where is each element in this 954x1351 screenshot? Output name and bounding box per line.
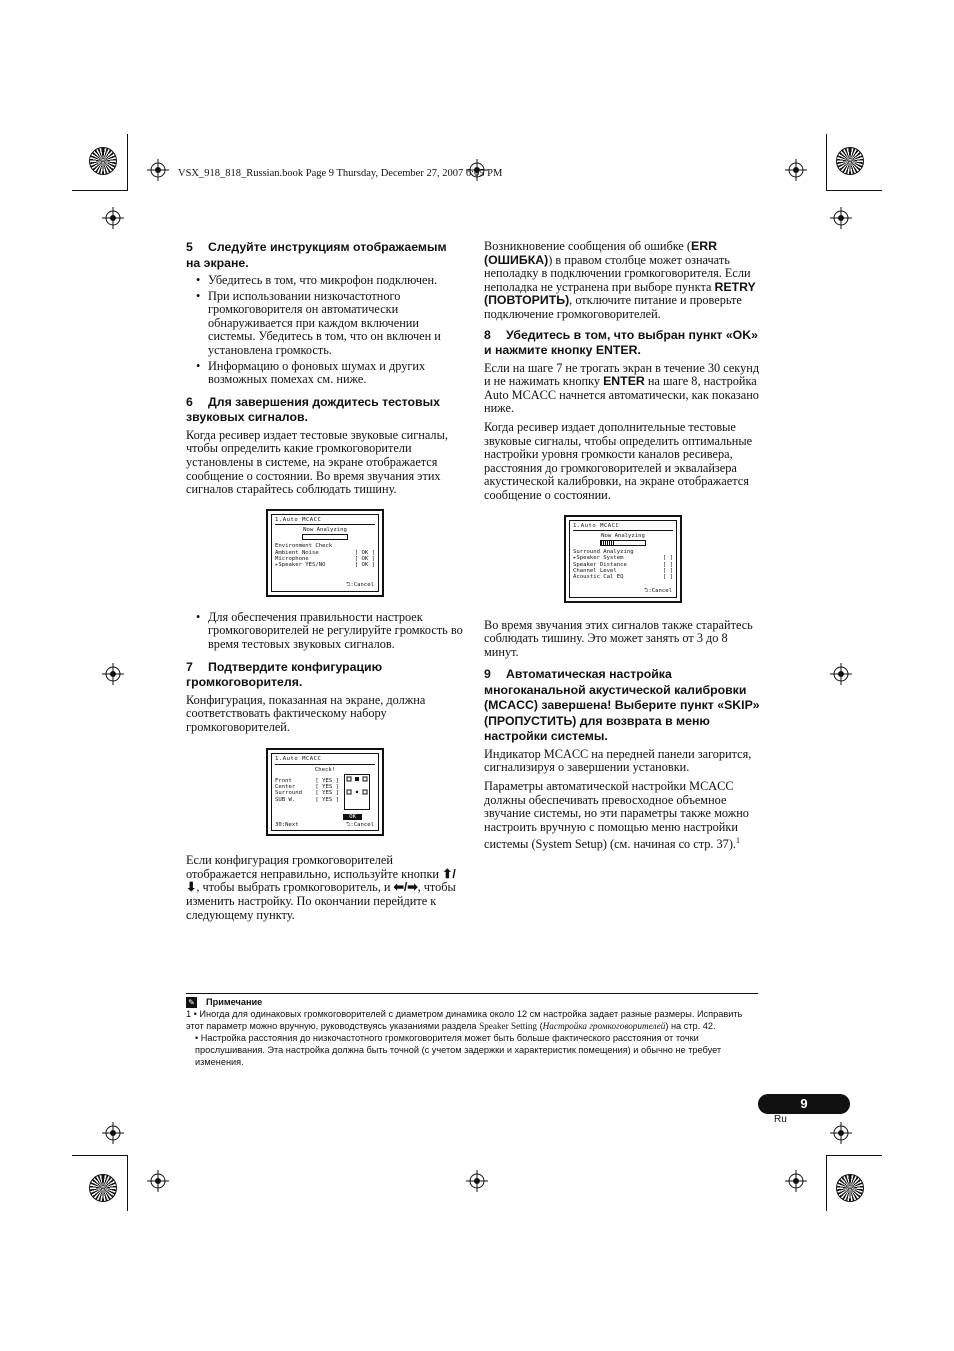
note-icon: ✎ [186, 997, 197, 1008]
osd-subtitle: Now Analyzing [303, 527, 347, 534]
list-item: • Для обеспечения правильности настроек громкоговорителей не регулируйте громкость во время тестовых звуковых сигналов. [186, 611, 464, 652]
osd-title: 1.Auto MCACC [573, 523, 673, 531]
duration-paragraph: Во время звучания этих сигналов также старайтесь соблюдать тишину. Это может занять от 3 до 8 минут. [484, 617, 753, 659]
osd-screen-surround-analyzing [564, 515, 682, 603]
osd-subtitle: Now Analyzing [601, 532, 645, 539]
osd-row: Ambient Noise [ OK ] [275, 549, 375, 556]
list-item: • Убедитесь в том, что микрофон подключен. [186, 274, 464, 288]
osd-cancel: ⮌:Cancel [345, 582, 374, 589]
osd-row: Surround [ YES ] [275, 790, 339, 797]
crop-mark [826, 134, 827, 190]
osd-next: 30:Next [275, 821, 299, 828]
registration-mark-icon [830, 1122, 852, 1144]
crop-mark [826, 1155, 882, 1156]
crop-mark [127, 1155, 128, 1211]
calibration-paragraph: Когда ресивер издает дополнительные тестовые звуковые сигналы, чтобы определить оптимальные настройки уровня громкости каналов ресивера, расстояния до громкоговорителей и эквалайзера акустической калибровки, на экране отображается сообщение о состоянии. [484, 419, 753, 502]
step-5-bullets [186, 274, 464, 387]
step-9-heading: 9 Автоматическая настройка многоканальной акустической калибровки (MCACC) завершена! Выберите пункт «SKIP» (ПРОПУСТИТЬ) для возврата в меню настройки системы. [484, 667, 760, 744]
crop-mark [72, 1155, 128, 1156]
step-6-text: Когда ресивер издает тестовые звуковые сигналы, чтобы определить какие громкоговорители установлены в системе, на экране отображается сообщение о состоянии. Во время звучания этих сигналов старайтесь соблюдать тишину. [186, 427, 448, 497]
registration-mark-icon [830, 207, 852, 229]
osd-row: Acoustic Cal EQ [ ] [573, 574, 673, 581]
osd-heading: Surround Analyzing [573, 549, 634, 556]
right-column [484, 240, 762, 857]
osd-cancel: ⮌:Cancel [643, 588, 672, 595]
osd-row: Front [ YES ] [275, 777, 339, 784]
note-item-2: • Настройка расстояния до низкочастотного громкоговорителя может быть больше фактического расстояния от точки прослушивания. Эта настройка должна быть точной (с учетом задержки и характеристик помещения) и обычно не требует изменения. [195, 1033, 722, 1067]
print-header: VSX_918_818_Russian.book Page 9 Thursday, December 27, 2007 6:05 PM [178, 168, 503, 179]
mcacc-settings-paragraph: Параметры автоматической настройки MCACC должны обеспечивать превосходное объемное звучание системы, но эти параметры также можно настроить вручную с помощью меню настройки системы (System Setup) (см. начиная со стр. 37).$^1$ [484, 778, 749, 852]
osd-row: Microphone [ OK ] [275, 555, 375, 562]
osd-screen-speaker-check [266, 748, 384, 836]
osd-ok-button: OK [343, 814, 362, 820]
step-7-text: Конфигурация, показанная на экране, должна соответствовать фактическому набору громкоговорителей. [186, 692, 426, 734]
crop-mark [826, 1155, 827, 1211]
progress-bar [302, 534, 348, 540]
crop-mark [826, 190, 882, 191]
color-bar-disc-top-right [836, 147, 864, 175]
page-number: 9 [758, 1094, 850, 1114]
osd-row: Center [ YES ] [275, 784, 339, 791]
osd-row: ▸Speaker YES/NO [ OK ] [275, 562, 375, 569]
error-paragraph: Возникновение сообщения об ошибке (ERR (ОШИБКА)) в правом столбце может означать неполадку в подключении громкоговорителя. Если неполадка не устранена при выборе пункта RETRY (ПОВТОРИТЬ), отключите питание и проверьте подключение громкоговорителей. [484, 239, 756, 321]
registration-mark-icon [102, 207, 124, 229]
osd-row: Channel Level [ ] [573, 567, 673, 574]
osd-title: 1.Auto MCACC [275, 756, 375, 764]
registration-mark-icon [785, 159, 807, 181]
color-bar-disc-bottom-right [836, 1174, 864, 1202]
step-7-instructions: Если конфигурация громкоговорителей отображается неправильно, используйте кнопки ⬆/⬇, чтобы выбрать громкоговоритель, и ⬅/➡, чтобы изменить настройку. По окончании перейдите к следующему пункту. [186, 853, 456, 922]
step-8-text: Если на шаге 7 не трогать экран в течение 30 секунд и не нажимать кнопку ENTER на шаге 8, настройка Auto MCACC начнется автоматически, как показано ниже. [484, 360, 760, 416]
speaker-layout-icon [344, 774, 370, 810]
note-divider [186, 993, 758, 994]
step-7-heading: 7 Подтвердите конфигурацию громкоговорителя. [186, 659, 383, 689]
footnote [186, 996, 758, 1068]
progress-bar [600, 540, 646, 546]
mcacc-indicator-paragraph: Индикатор MCACC на передней панели загорится, сигнализируя о завершении установки. [484, 746, 752, 775]
osd-screen-environment-check [266, 509, 384, 597]
crop-mark [127, 134, 128, 190]
osd-heading: Environment Check [275, 543, 333, 550]
registration-mark-icon [102, 663, 124, 685]
registration-mark-icon [830, 663, 852, 685]
color-bar-disc-top-left [89, 147, 117, 175]
osd-row: SUB W. [ YES ] [275, 796, 339, 803]
osd-row: ▸Speaker System [ ] [573, 555, 673, 562]
note-title: Примечание [206, 997, 263, 1007]
step-8-heading: 8 Убедитесь в том, что выбран пункт «OK» и нажмите кнопку ENTER. [484, 327, 758, 358]
step-6-heading: 6 Для завершения дождитесь тестовых звуковых сигналов. [186, 394, 440, 425]
color-bar-disc-bottom-left [89, 1174, 117, 1202]
list-item: • При использовании низкочастотного громкоговорителя он автоматически обнаруживается при каждом включении системы. Убедитесь в том, что он включен и установлена громкость. [186, 290, 464, 358]
left-column [186, 240, 464, 927]
registration-mark-icon [466, 1170, 488, 1192]
osd-row: Speaker Distance [ ] [573, 561, 673, 568]
registration-mark-icon [102, 1122, 124, 1144]
language-code: Ru [774, 1114, 787, 1125]
osd-subtitle: Check! [314, 766, 336, 773]
crop-mark [72, 190, 128, 191]
registration-mark-icon [147, 159, 169, 181]
volume-bullet [186, 611, 464, 652]
note-item-1: 1 • Иногда для одинаковых громкоговорителей с диаметром динамика около 12 см настройка задает разные размеры. Исправить этот параметр можно вручную, руководствуясь указаниями раздела Speaker Setting (Настройка громкоговорителей) на стр. 42. [186, 1009, 743, 1031]
osd-cancel: ⮌:Cancel [345, 821, 374, 828]
list-item: • Информацию о фоновых шумах и других возможных помехах см. ниже. [186, 360, 464, 387]
step-5-heading: 5 Следуйте инструкциям отображаемым на экране. [186, 240, 447, 270]
registration-mark-icon [147, 1170, 169, 1192]
osd-title: 1.Auto MCACC [275, 517, 375, 525]
registration-mark-icon [785, 1170, 807, 1192]
